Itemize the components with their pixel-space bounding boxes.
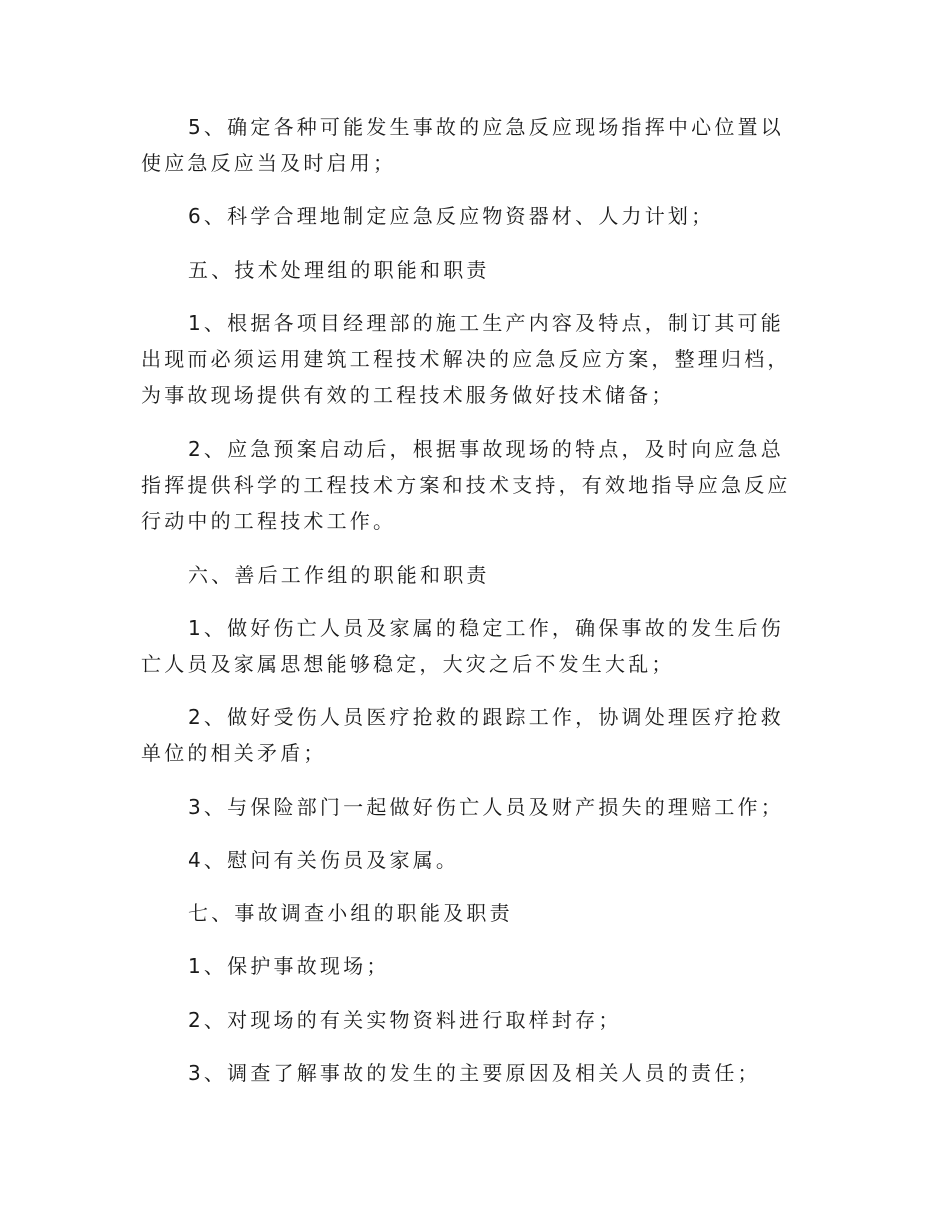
paragraph-item-6-resource-plan: 6、科学合理地制定应急反应物资器材、人力计划； [188, 204, 715, 228]
paragraph-aftermath-4: 4、慰问有关伤员及家属。 [188, 848, 460, 872]
paragraph-investigation-3: 3、调查了解事故的发生的主要原因及相关人员的责任； [188, 1061, 761, 1085]
paragraph-aftermath-1: 1、做好伤亡人员及家属的稳定工作，确保事故的发生后伤亡人员及家属思想能够稳定，大灾之后不发生大乱； [141, 616, 784, 676]
section-heading-technical-group: 五、技术处理组的职能和职责 [188, 258, 490, 282]
paragraph-aftermath-2: 2、做好受伤人员医疗抢救的跟踪工作，协调处理医疗抢救单位的相关矛盾； [141, 705, 784, 765]
paragraph-investigation-1: 1、保护事故现场； [188, 954, 390, 978]
section-heading-investigation-group: 七、事故调查小组的职能及职责 [188, 901, 513, 925]
paragraph-technical-2: 2、应急预案启动后，根据事故现场的特点，及时向应急总指挥提供科学的工程技术方案和技术支持，有效地指导应急反应行动中的工程技术工作。 [141, 437, 791, 533]
paragraph-investigation-2: 2、对现场的有关实物资料进行取样封存； [188, 1008, 622, 1032]
paragraph-technical-1: 1、根据各项目经理部的施工生产内容及特点，制订其可能出现而必须运用建筑工程技术解决的应急反应方案，整理归档，为事故现场提供有效的工程技术服务做好技术储备； [141, 311, 791, 407]
paragraph-item-5-command-center: 5、确定各种可能发生事故的应急反应现场指挥中心位置以使应急反应当及时启用； [141, 115, 784, 175]
paragraph-aftermath-3: 3、与保险部门一起做好伤亡人员及财产损失的理赔工作； [188, 795, 784, 819]
section-heading-aftermath-group: 六、善后工作组的职能和职责 [188, 563, 490, 587]
